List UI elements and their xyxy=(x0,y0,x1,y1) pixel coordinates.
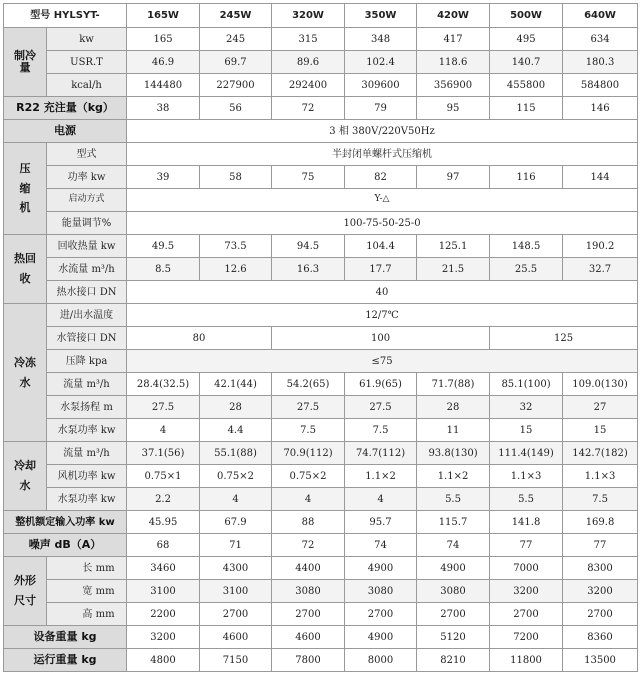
cell: 111.4(149) xyxy=(490,442,563,465)
cell: 245 xyxy=(200,28,272,51)
cell: 3200 xyxy=(127,626,200,649)
cell: 74 xyxy=(417,534,490,557)
cell: 21.5 xyxy=(417,258,490,281)
cell: 7.5 xyxy=(345,419,417,442)
cell: 140.7 xyxy=(490,51,563,74)
cell: 3100 xyxy=(200,580,272,603)
cell: 4 xyxy=(200,488,272,511)
chilled-water-group-label: 冷冻水 xyxy=(4,304,47,442)
cell: 292400 xyxy=(272,74,345,97)
cell: 39 xyxy=(127,166,200,189)
cell: 61.9(65) xyxy=(345,373,417,396)
cell: 3080 xyxy=(417,580,490,603)
cell: 4 xyxy=(272,488,345,511)
chilled-head-row xyxy=(4,396,638,419)
cell: 1.1×2 xyxy=(345,465,417,488)
compressor-start-value: Y-△ xyxy=(127,189,638,212)
cell: 95 xyxy=(417,97,490,120)
cell: 27.5 xyxy=(127,396,200,419)
model-name: 640W xyxy=(563,4,638,28)
row-label: 启动方式 xyxy=(47,189,127,212)
cell: 72 xyxy=(272,534,345,557)
compressor-type-row xyxy=(4,143,638,166)
cell: 4600 xyxy=(272,626,345,649)
cell: 7200 xyxy=(490,626,563,649)
heat-recovery-group-label: 热回收 xyxy=(4,235,47,304)
heat-recovery-flow-row xyxy=(4,258,638,281)
cell: 93.8(130) xyxy=(417,442,490,465)
cell: 77 xyxy=(563,534,638,557)
row-label: 风机功率 kw xyxy=(47,465,127,488)
noise-label: 噪声 dB（A） xyxy=(4,534,127,557)
cooling-group-label: 制冷量 xyxy=(4,28,47,97)
cell: 0.75×2 xyxy=(200,465,272,488)
compressor-capacity-value: 100-75-50-25-0 xyxy=(127,212,638,235)
cell: 16.3 xyxy=(272,258,345,281)
cell: 142.7(182) xyxy=(563,442,638,465)
cell: 49.5 xyxy=(127,235,200,258)
cell: 0.75×2 xyxy=(272,465,345,488)
row-label: 型式 xyxy=(47,143,127,166)
dim-length-row xyxy=(4,557,638,580)
cell: 7150 xyxy=(200,649,272,672)
row-label: 压降 kpa xyxy=(47,350,127,373)
cell: 32 xyxy=(490,396,563,419)
cell: 79 xyxy=(345,97,417,120)
operating-weight-label: 运行重量 kg xyxy=(4,649,127,672)
noise-row xyxy=(4,534,638,557)
row-label: 回收热量 kw xyxy=(47,235,127,258)
cell: 584800 xyxy=(563,74,638,97)
cell: 169.8 xyxy=(563,511,638,534)
cooling-usrt-row xyxy=(4,51,638,74)
cell: 27 xyxy=(563,396,638,419)
compressor-type-value: 半封闭单螺杆式压缩机 xyxy=(127,143,638,166)
compressor-capacity-row xyxy=(4,212,638,235)
cell: 7.5 xyxy=(272,419,345,442)
cell: 115 xyxy=(490,97,563,120)
model-name: 500W xyxy=(490,4,563,28)
rated-power-label: 整机额定输入功率 kw xyxy=(4,511,127,534)
cell: 74.7(112) xyxy=(345,442,417,465)
cell: 97 xyxy=(417,166,490,189)
cell: 8300 xyxy=(563,557,638,580)
cell: 141.8 xyxy=(490,511,563,534)
cell: 17.7 xyxy=(345,258,417,281)
cell: 1.1×2 xyxy=(417,465,490,488)
cell: 5.5 xyxy=(490,488,563,511)
cell: 67.9 xyxy=(200,511,272,534)
cell: 227900 xyxy=(200,74,272,97)
cell: 7800 xyxy=(272,649,345,672)
cell: 11 xyxy=(417,419,490,442)
cell: 28 xyxy=(200,396,272,419)
cw-flow-row xyxy=(4,442,638,465)
row-label: 能量调节% xyxy=(47,212,127,235)
cell: 1.1×3 xyxy=(490,465,563,488)
cell: 125.1 xyxy=(417,235,490,258)
cell: 15 xyxy=(563,419,638,442)
cell: 4300 xyxy=(200,557,272,580)
power-supply-value: 3 相 380V/220V50Hz xyxy=(127,120,638,143)
cell: 634 xyxy=(563,28,638,51)
row-label: 水泵功率 kw xyxy=(47,419,127,442)
heat-recovery-port-value: 40 xyxy=(127,281,638,304)
cell: 69.7 xyxy=(200,51,272,74)
cell: 3200 xyxy=(490,580,563,603)
cell: 2200 xyxy=(127,603,200,626)
dim-width-row xyxy=(4,580,638,603)
operating-weight-row xyxy=(4,649,638,672)
cell: 3080 xyxy=(272,580,345,603)
dimensions-group-label: 外形尺寸 xyxy=(4,557,47,626)
cell: 70.9(112) xyxy=(272,442,345,465)
chilled-drop-value: ≤75 xyxy=(127,350,638,373)
cell: 104.4 xyxy=(345,235,417,258)
cell: 3080 xyxy=(345,580,417,603)
power-supply-row xyxy=(4,120,638,143)
cell: 13500 xyxy=(563,649,638,672)
cell: 42.1(44) xyxy=(200,373,272,396)
row-label: USR.T xyxy=(47,51,127,74)
cell: 25.5 xyxy=(490,258,563,281)
cell: 109.0(130) xyxy=(563,373,638,396)
rated-power-row xyxy=(4,511,638,534)
dim-height-row xyxy=(4,603,638,626)
power-supply-label: 电源 xyxy=(4,120,127,143)
cell: 77 xyxy=(490,534,563,557)
cw-fan-row xyxy=(4,465,638,488)
cell: 3100 xyxy=(127,580,200,603)
cell: 38 xyxy=(127,97,200,120)
cell: 146 xyxy=(563,97,638,120)
cell: 2700 xyxy=(490,603,563,626)
cell: 7000 xyxy=(490,557,563,580)
cell: 3460 xyxy=(127,557,200,580)
cell: 88 xyxy=(272,511,345,534)
spec-table-container xyxy=(3,3,637,672)
cell: 2.2 xyxy=(127,488,200,511)
model-name: 420W xyxy=(417,4,490,28)
compressor-power-row xyxy=(4,166,638,189)
cell: 1.1×3 xyxy=(563,465,638,488)
cell: 37.1(56) xyxy=(127,442,200,465)
cell: 11800 xyxy=(490,649,563,672)
model-name: 320W xyxy=(272,4,345,28)
row-label: kcal/h xyxy=(47,74,127,97)
cell: 180.3 xyxy=(563,51,638,74)
cell: 5.5 xyxy=(417,488,490,511)
row-label: 热水接口 DN xyxy=(47,281,127,304)
chilled-temp-value: 12/7℃ xyxy=(127,304,638,327)
cooling-water-group-label: 冷却水 xyxy=(4,442,47,511)
cell: 190.2 xyxy=(563,235,638,258)
row-label: 长 mm xyxy=(47,557,127,580)
cell: 118.6 xyxy=(417,51,490,74)
cell: 8000 xyxy=(345,649,417,672)
cell: 5120 xyxy=(417,626,490,649)
r22-row xyxy=(4,97,638,120)
cell: 27.5 xyxy=(345,396,417,419)
row-label: kw xyxy=(47,28,127,51)
cell: 4 xyxy=(345,488,417,511)
cell: 2700 xyxy=(417,603,490,626)
cell: 148.5 xyxy=(490,235,563,258)
compressor-group-label: 压缩机 xyxy=(4,143,47,235)
heat-recovery-heat-row xyxy=(4,235,638,258)
cell: 55.1(88) xyxy=(200,442,272,465)
cell: 315 xyxy=(272,28,345,51)
cell: 2700 xyxy=(345,603,417,626)
cell: 116 xyxy=(490,166,563,189)
cell: 89.6 xyxy=(272,51,345,74)
model-name: 165W xyxy=(127,4,200,28)
cell: 4900 xyxy=(417,557,490,580)
row-label: 进/出水温度 xyxy=(47,304,127,327)
cell: 85.1(100) xyxy=(490,373,563,396)
cell: 165 xyxy=(127,28,200,51)
cell: 2700 xyxy=(200,603,272,626)
cell: 115.7 xyxy=(417,511,490,534)
spec-table xyxy=(3,3,638,672)
row-label: 水管接口 DN xyxy=(47,327,127,350)
cell: 495 xyxy=(490,28,563,51)
cell: 56 xyxy=(200,97,272,120)
row-label: 水流量 m³/h xyxy=(47,258,127,281)
cell: 7.5 xyxy=(563,488,638,511)
cell: 46.9 xyxy=(127,51,200,74)
row-label: 高 mm xyxy=(47,603,127,626)
cell: 72 xyxy=(272,97,345,120)
cell: 71.7(88) xyxy=(417,373,490,396)
model-name: 350W xyxy=(345,4,417,28)
cell: 2700 xyxy=(272,603,345,626)
cell: 4900 xyxy=(345,626,417,649)
cell: 8210 xyxy=(417,649,490,672)
equipment-weight-label: 设备重量 kg xyxy=(4,626,127,649)
cell: 417 xyxy=(417,28,490,51)
chilled-pump-row xyxy=(4,419,638,442)
cell: 75 xyxy=(272,166,345,189)
cw-pump-row xyxy=(4,488,638,511)
cell: 100 xyxy=(272,327,490,350)
equipment-weight-row xyxy=(4,626,638,649)
chilled-drop-row xyxy=(4,350,638,373)
cell: 15 xyxy=(490,419,563,442)
row-label: 流量 m³/h xyxy=(47,373,127,396)
row-label: 水泵功率 kw xyxy=(47,488,127,511)
cell: 348 xyxy=(345,28,417,51)
cell: 12.6 xyxy=(200,258,272,281)
row-label: 水泵扬程 m xyxy=(47,396,127,419)
cell: 356900 xyxy=(417,74,490,97)
cell: 4400 xyxy=(272,557,345,580)
cell: 28.4(32.5) xyxy=(127,373,200,396)
cell: 125 xyxy=(490,327,638,350)
cell: 102.4 xyxy=(345,51,417,74)
cell: 82 xyxy=(345,166,417,189)
row-label: 宽 mm xyxy=(47,580,127,603)
model-label: 型号 HYLSYT- xyxy=(4,4,127,28)
cell: 28 xyxy=(417,396,490,419)
cell: 68 xyxy=(127,534,200,557)
cell: 4800 xyxy=(127,649,200,672)
cooling-kw-row xyxy=(4,28,638,51)
cell: 94.5 xyxy=(272,235,345,258)
cell: 58 xyxy=(200,166,272,189)
chilled-flow-row xyxy=(4,373,638,396)
chilled-pipe-row xyxy=(4,327,638,350)
cell: 4.4 xyxy=(200,419,272,442)
heat-recovery-port-row xyxy=(4,281,638,304)
row-label: 功率 kw xyxy=(47,166,127,189)
model-name: 245W xyxy=(200,4,272,28)
cell: 32.7 xyxy=(563,258,638,281)
cell: 8360 xyxy=(563,626,638,649)
cell: 4 xyxy=(127,419,200,442)
cell: 309600 xyxy=(345,74,417,97)
chilled-temp-row xyxy=(4,304,638,327)
cell: 71 xyxy=(200,534,272,557)
cell: 45.95 xyxy=(127,511,200,534)
cell: 80 xyxy=(127,327,272,350)
cell: 3200 xyxy=(563,580,638,603)
cell: 74 xyxy=(345,534,417,557)
cell: 73.5 xyxy=(200,235,272,258)
cell: 8.5 xyxy=(127,258,200,281)
cell: 144480 xyxy=(127,74,200,97)
cell: 455800 xyxy=(490,74,563,97)
cell: 2700 xyxy=(563,603,638,626)
cell: 4600 xyxy=(200,626,272,649)
cell: 4900 xyxy=(345,557,417,580)
cell: 0.75×1 xyxy=(127,465,200,488)
cell: 27.5 xyxy=(272,396,345,419)
row-label: 流量 m³/h xyxy=(47,442,127,465)
cooling-kcal-row xyxy=(4,74,638,97)
header-row xyxy=(4,4,638,28)
cell: 95.7 xyxy=(345,511,417,534)
r22-label: R22 充注量（kg） xyxy=(4,97,127,120)
cell: 144 xyxy=(563,166,638,189)
cell: 54.2(65) xyxy=(272,373,345,396)
compressor-start-row xyxy=(4,189,638,212)
